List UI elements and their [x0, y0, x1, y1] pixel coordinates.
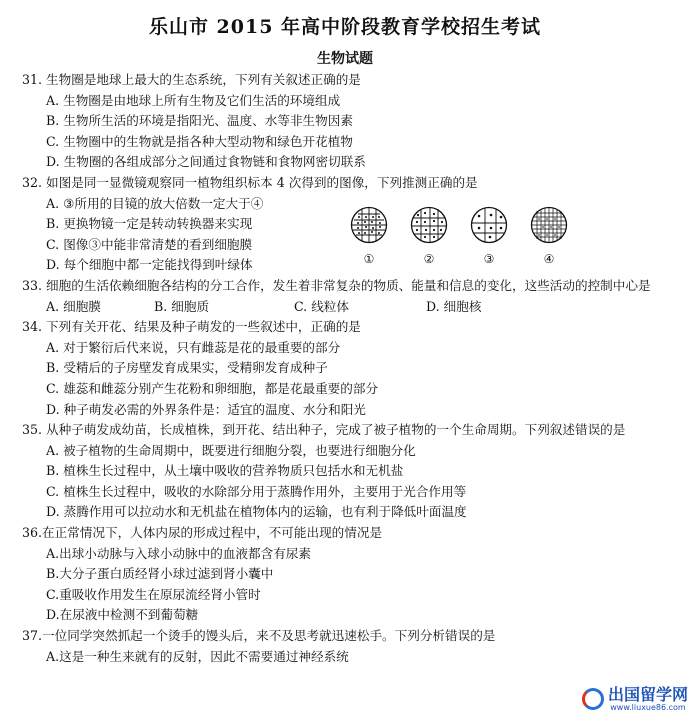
question-33-options — [22, 297, 676, 318]
microscope-view-2-icon — [410, 206, 448, 244]
question-35-option-c: C. 植株生长过程中，吸收的水除部分用于蒸腾作用外，主要用于光合作用等 — [46, 483, 467, 499]
site-watermark — [560, 685, 688, 713]
questions-list — [22, 70, 676, 667]
question-37-option-a: A.这是一种生来就有的反射，因此不需要通过神经系统 — [46, 648, 349, 664]
question-34-option-b: B. 受精后的子房壁发育成果实，受精卵发育成种子 — [46, 360, 328, 376]
question-36-option-b: B.大分子蛋白质经肾小球过滤到肾小囊中 — [46, 566, 274, 582]
figure-3 — [470, 206, 508, 268]
question-36-stem: 36.在正常情况下，人体内尿的形成过程中，不可能出现的情况是 — [22, 525, 383, 541]
question-36-option-a: A.出球小动脉与入球小动脉中的血液都含有尿素 — [46, 545, 311, 561]
question-32-option-a: A. ③所用的目镜的放大倍数一定大于④ — [46, 195, 264, 211]
watermark-text: 出国留学网 — [607, 684, 688, 704]
question-33-option-d: D. 细胞核 — [426, 298, 482, 314]
question-33-option-c: C. 线粒体 — [294, 298, 349, 314]
question-33-stem: 33. 细胞的生活依赖细胞各结构的分工合作，发生着非常复杂的物质、能量和信息的变化，这些活动的控制中心是 — [22, 277, 651, 293]
question-33-option-b: B. 细胞质 — [154, 298, 210, 314]
figure-4-label: ④ — [543, 252, 555, 266]
microscope-view-4-icon — [530, 206, 568, 244]
figure-1 — [350, 206, 388, 268]
question-32-option-c: C. 图像③中能非常清楚的看到细胞膜 — [46, 236, 253, 252]
question-35-option-b: B. 植株生长过程中，从土壤中吸收的营养物质只包括水和无机盐 — [46, 463, 404, 479]
figure-2-label: ② — [423, 252, 435, 266]
question-31-option-c: C. 生物圈中的生物就是指各种大型动物和绿色开花植物 — [46, 133, 353, 149]
question-35-stem: 35. 从种子萌发成幼苗，长成植株，到开花、结出种子，完成了被子植物的一个生命周期。下列叙述错误的是 — [22, 422, 626, 438]
figure-1-label: ① — [363, 252, 375, 266]
microscope-view-1-icon — [350, 206, 388, 244]
question-35-option-a: A. 被子植物的生命周期中，既要进行细胞分裂，也要进行细胞分化 — [46, 442, 416, 458]
question-32-option-b: B. 更换物镜一定是转动转换器来实现 — [46, 216, 253, 232]
microscope-figures — [350, 206, 570, 276]
question-34-option-c: C. 雄蕊和雌蕊分别产生花粉和卵细胞，都是花最重要的部分 — [46, 380, 379, 396]
page-title: 乐山市 2015 年高中阶段教育学校招生考试 — [148, 16, 542, 38]
question-36-option-d: D.在尿液中检测不到葡萄糖 — [46, 607, 199, 623]
question-34-stem: 34. 下列有关开花、结果及种子萌发的一些叙述中，正确的是 — [22, 319, 361, 335]
question-32-option-d: D. 每个细胞中都一定能找得到叶绿体 — [46, 257, 253, 273]
watermark-logo-icon — [582, 688, 604, 710]
figure-2 — [410, 206, 448, 268]
question-31-stem: 31. 生物圈是地球上最大的生态系统，下列有关叙述正确的是 — [22, 72, 361, 87]
microscope-view-3-icon — [470, 206, 508, 244]
question-31-option-b: B. 生物所生活的环境是指阳光、温度、水等非生物因素 — [46, 113, 353, 129]
question-37-stem: 37.一位同学突然抓起一个烫手的馒头后，来不及思考就迅速松手。下列分析错误的是 — [22, 628, 496, 644]
page-subtitle: 生物试题 — [317, 51, 373, 67]
question-33-option-a: A. 细胞膜 — [46, 298, 101, 314]
question-31-option-d: D. 生物圈的各组成部分之间通过食物链和食物网密切联系 — [46, 154, 366, 170]
figure-4 — [530, 206, 568, 268]
question-34-option-a: A. 对于繁衍后代来说，只有雌蕊是花的最重要的部分 — [46, 339, 341, 355]
question-34-option-d: D. 种子萌发必需的外界条件是：适宜的温度、水分和阳光 — [46, 401, 366, 417]
watermark-url: www.liuxue86.com — [610, 702, 686, 712]
question-31-option-a: A. 生物圈是由地球上所有生物及它们生活的环境组成 — [46, 92, 341, 108]
figure-3-label: ③ — [483, 252, 495, 266]
question-32-stem: 32. 如图是同一显微镜观察同一植物组织标本 4 次得到的图像，下列推测正确的是 — [22, 174, 478, 190]
question-35-option-d: D. 蒸腾作用可以拉动水和无机盐在植物体内的运输，也有利于降低叶面温度 — [46, 504, 467, 520]
question-36-option-c: C.重吸收作用发生在原尿流经肾小管时 — [46, 586, 261, 602]
